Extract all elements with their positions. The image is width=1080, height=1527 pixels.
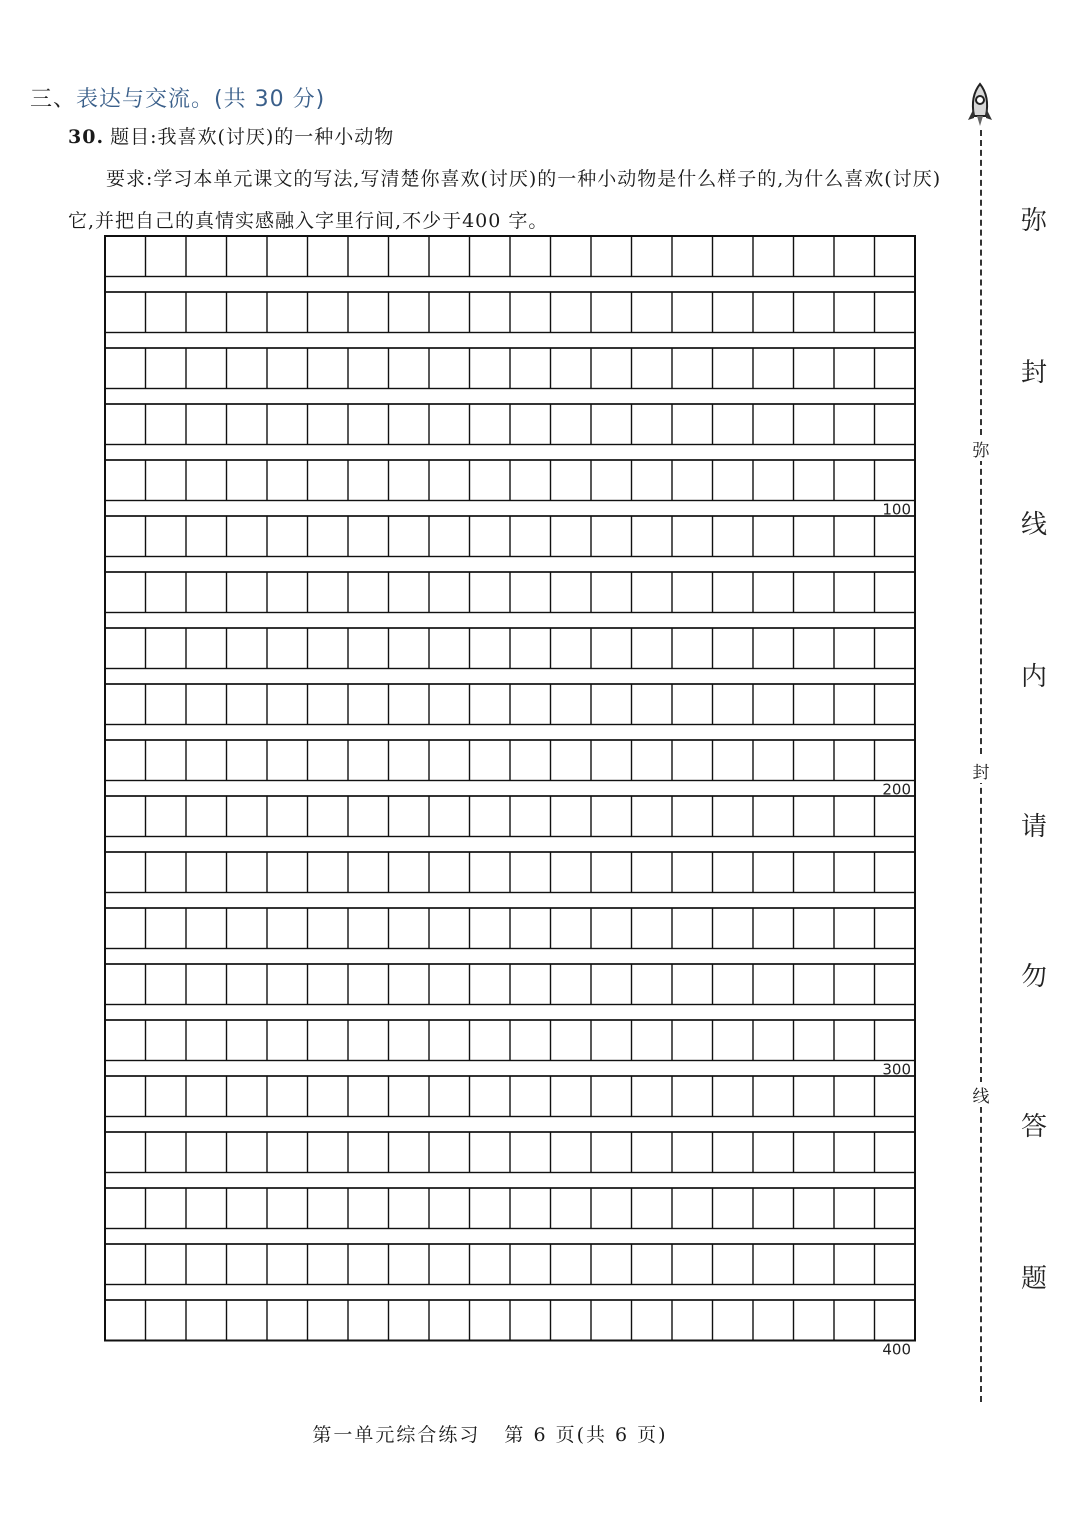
footer-page: 第 6 页(共 6 页)	[504, 1424, 668, 1446]
grid-row[interactable]	[105, 236, 915, 292]
cut-label-xian: 线	[968, 1082, 994, 1107]
section-number: 三、	[30, 87, 77, 112]
grid-row[interactable]	[105, 1300, 915, 1341]
grid-row[interactable]	[105, 740, 915, 796]
question-header	[68, 122, 394, 149]
warning-char: 弥	[1020, 206, 1047, 236]
grid-row[interactable]	[105, 628, 915, 684]
footer-unit: 第一单元综合练习	[312, 1424, 481, 1446]
word-count-marker: 300	[882, 1060, 911, 1079]
question-requirement: 要求:学习本单元课文的写法,写清楚你喜欢(讨厌)的一种小动物是什么样子的,为什么喜欢(讨厌)它,并把自己的真情实感融入字里行间,不少于400 字。	[68, 168, 942, 232]
grid-row[interactable]	[105, 1132, 915, 1188]
grid-row[interactable]	[105, 404, 915, 460]
grid-row[interactable]	[105, 516, 915, 572]
warning-char: 勿	[1020, 962, 1047, 992]
grid-row[interactable]	[105, 348, 915, 404]
grid-row[interactable]	[105, 460, 915, 516]
cut-label-feng: 封	[968, 758, 994, 783]
section-title-text: 表达与交流。(共 30 分)	[76, 87, 326, 112]
grid-row[interactable]	[105, 1244, 915, 1300]
word-count-marker: 400	[882, 1340, 911, 1359]
word-count-marker: 200	[882, 780, 911, 799]
grid-row[interactable]	[105, 852, 915, 908]
question-number: 30.	[68, 126, 105, 148]
question-title: 题目:我喜欢(讨厌)的一种小动物	[110, 126, 395, 148]
grid-row[interactable]	[105, 908, 915, 964]
grid-frame	[105, 236, 915, 1341]
rocket-icon	[966, 82, 994, 130]
warning-char: 封	[1020, 358, 1047, 388]
grid-row[interactable]	[105, 796, 915, 852]
cut-label-mi: 弥	[968, 436, 994, 461]
grid-row[interactable]	[105, 684, 915, 740]
warning-char: 答	[1020, 1112, 1047, 1142]
grid-row[interactable]	[105, 1020, 915, 1076]
warning-char: 内	[1020, 662, 1047, 692]
grid-row[interactable]	[105, 572, 915, 628]
section-title	[30, 82, 325, 113]
composition-grid[interactable]	[103, 234, 917, 1394]
warning-char: 线	[1020, 510, 1047, 540]
grid-row[interactable]	[105, 1188, 915, 1244]
grid-row[interactable]	[105, 964, 915, 1020]
page-footer	[0, 1420, 980, 1447]
grid-row[interactable]	[105, 292, 915, 348]
grid-row[interactable]	[105, 1076, 915, 1132]
warning-char: 题	[1020, 1264, 1047, 1294]
warning-char: 请	[1020, 812, 1047, 842]
word-count-marker: 100	[882, 500, 911, 519]
